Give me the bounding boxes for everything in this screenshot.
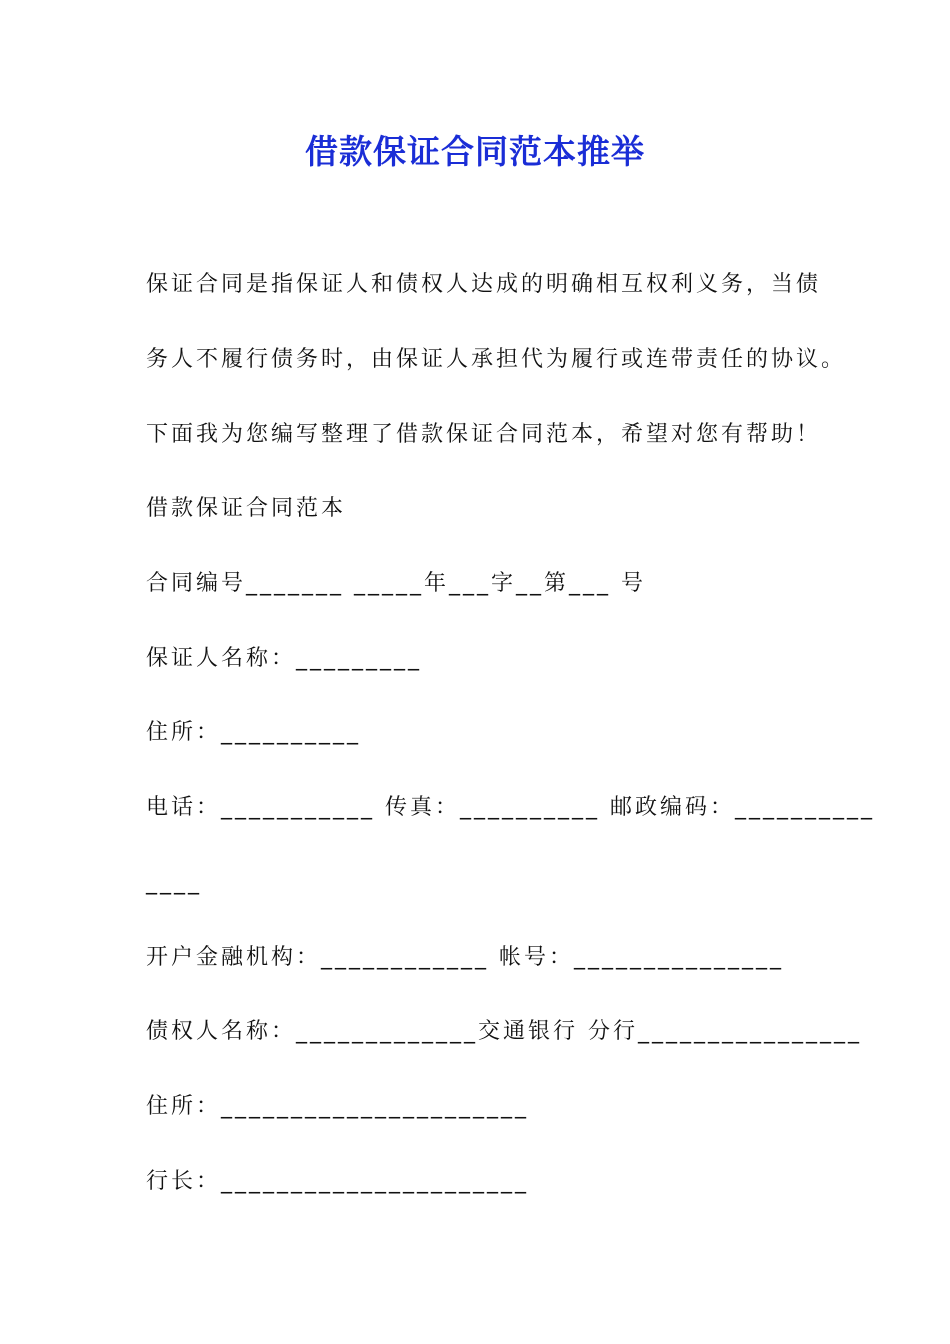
contact-info-line: 电话：___________ 传真：__________ 邮政编码：__________ (146, 795, 875, 820)
guarantor-name-line: 保证人名称：_________ (146, 646, 423, 671)
intro-line-1: 保证合同是指保证人和债权人达成的明确相互权利义务，当债 (146, 272, 822, 297)
intro-line-2: 务人不履行债务时，由保证人承担代为履行或连带责任的协议。 (146, 347, 847, 372)
bank-account-line: 开户金融机构：____________ 帐号：_______________ (146, 945, 784, 970)
guarantor-address-line: 住所：__________ (146, 720, 362, 745)
creditor-name-line: 债权人名称：_____________交通银行 分行________________ (146, 1019, 862, 1044)
document-title: 借款保证合同范本推举 (305, 132, 645, 171)
section-heading: 借款保证合同范本 (146, 496, 347, 521)
creditor-address-line: 住所：______________________ (146, 1094, 530, 1119)
bank-president-line: 行长：______________________ (146, 1169, 530, 1194)
intro-line-3: 下面我为您编写整理了借款保证合同范本，希望对您有帮助！ (146, 422, 822, 447)
contract-number-line: 合同编号_______ _____年___字__第___ 号 (146, 571, 646, 596)
contact-info-continuation: ____ (146, 870, 202, 895)
